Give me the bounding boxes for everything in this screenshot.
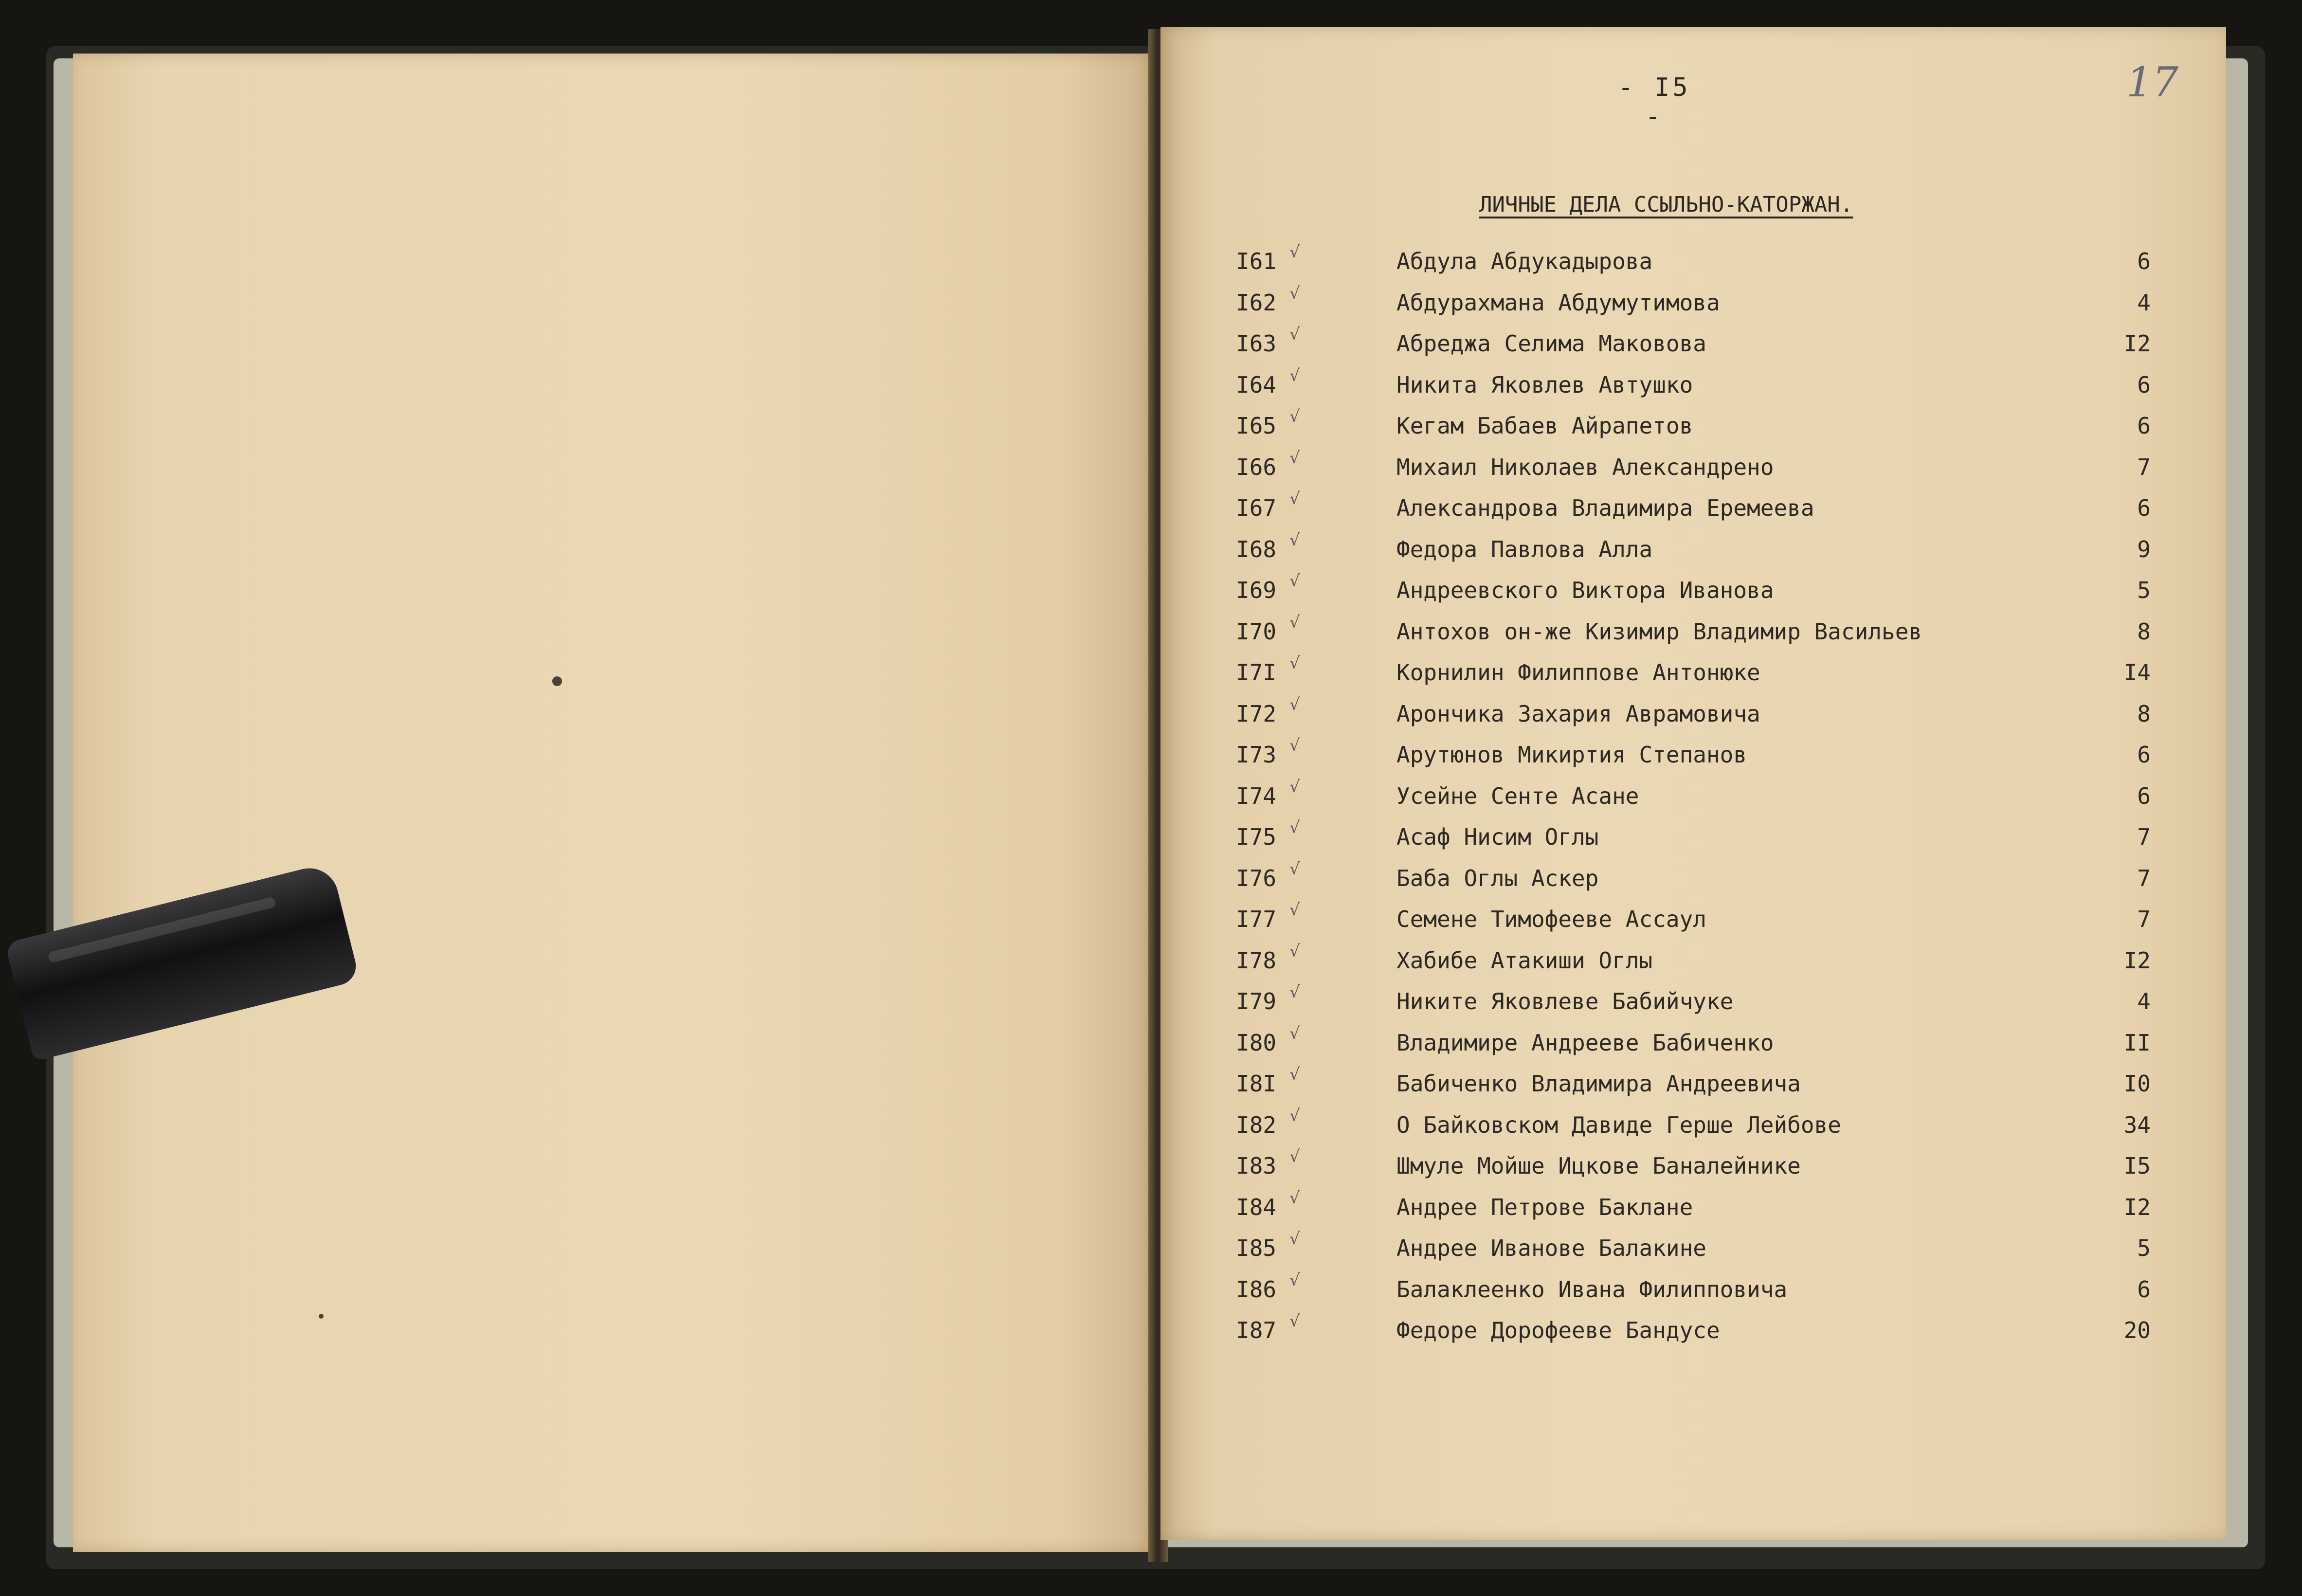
entry-name: Шмуле Мойше Ицкове Баналейнике: [1396, 1153, 1801, 1179]
entry-name: Асаф Нисим Оглы: [1396, 824, 1599, 850]
entry-sheet-count: 7: [2137, 453, 2151, 480]
entry-number: I69: [1236, 577, 1277, 603]
check-icon: √: [1289, 1270, 1300, 1290]
check-icon: √: [1289, 900, 1300, 920]
entry-number: I72: [1236, 700, 1277, 727]
entry-name: Абреджа Селима Маковова: [1396, 330, 1706, 357]
list-item: [1236, 818, 2151, 865]
list-item: [1236, 1106, 2151, 1153]
check-icon: √: [1289, 489, 1300, 508]
entry-number: I70: [1236, 618, 1277, 645]
entry-name: Арутюнов Микиртия Степанов: [1396, 742, 1747, 768]
entry-name: Антохов он-же Кизимир Владимир Васильев: [1396, 618, 1922, 645]
list-item: [1236, 1147, 2151, 1194]
check-icon: √: [1289, 1229, 1300, 1249]
entry-name: Усейне Сенте Асане: [1396, 782, 1639, 809]
entry-number: I76: [1236, 865, 1277, 891]
entry-number: I77: [1236, 906, 1277, 932]
entry-number: I63: [1236, 330, 1277, 357]
entry-name: Федоре Дорофееве Бандусе: [1396, 1317, 1720, 1343]
check-icon: √: [1289, 1065, 1300, 1084]
entry-name: Никита Яковлев Автушко: [1396, 371, 1693, 398]
check-icon: √: [1289, 694, 1300, 714]
check-icon: √: [1289, 982, 1300, 1002]
entry-name: Семене Тимофееве Ассаул: [1396, 906, 1706, 932]
list-item: [1236, 941, 2151, 989]
list-item: [1236, 530, 2151, 578]
folio-number-handwritten: 17: [2126, 58, 2178, 106]
list-item: [1236, 612, 2151, 660]
entry-sheet-count: I0: [2123, 1070, 2151, 1097]
entry-name: Абдула Абдукадырова: [1396, 248, 1653, 274]
entry-name: Корнилин Филиппове Антонюке: [1396, 659, 1760, 686]
entry-number: I64: [1236, 371, 1277, 398]
list-item: [1236, 1229, 2151, 1276]
check-icon: √: [1289, 1311, 1300, 1331]
entry-name: Хабибе Атакиши Оглы: [1396, 947, 1653, 974]
check-icon: √: [1289, 777, 1300, 797]
list-item: [1236, 489, 2151, 536]
list-item: [1236, 777, 2151, 824]
check-icon: √: [1289, 448, 1300, 468]
entry-number: I61: [1236, 248, 1277, 274]
entry-sheet-count: 6: [2137, 413, 2151, 439]
entry-name: Федора Павлова Алла: [1396, 536, 1653, 562]
entry-name: Никите Яковлеве Бабийчуке: [1396, 988, 1734, 1015]
entry-name: Андрее Иванове Балакине: [1396, 1235, 1706, 1261]
entry-sheet-count: 5: [2137, 577, 2151, 603]
entry-name: Абдурахмана Абдумутимова: [1396, 289, 1720, 316]
entry-sheet-count: 6: [2137, 1276, 2151, 1303]
list-item: [1236, 571, 2151, 618]
entry-number: I85: [1236, 1235, 1277, 1261]
check-icon: √: [1289, 283, 1300, 303]
entry-sheet-count: 6: [2137, 248, 2151, 274]
check-icon: √: [1289, 325, 1300, 344]
entry-sheet-count: 20: [2123, 1317, 2151, 1343]
entry-sheet-count: 8: [2137, 618, 2151, 645]
paper-speck: [552, 676, 562, 686]
check-icon: √: [1289, 818, 1300, 837]
entry-name: Владимире Андрееве Бабиченко: [1396, 1029, 1774, 1056]
list-item: [1236, 653, 2151, 701]
list-item: [1236, 1311, 2151, 1359]
entry-name: Баба Оглы Аскер: [1396, 865, 1599, 891]
entry-sheet-count: 6: [2137, 742, 2151, 768]
list-item: [1236, 736, 2151, 783]
check-icon: √: [1289, 612, 1300, 632]
entry-number: I84: [1236, 1194, 1277, 1220]
entry-name: Александрова Владимира Еремеева: [1396, 495, 1814, 521]
list-item: [1236, 1023, 2151, 1071]
entry-name: Арончика Захария Аврамовича: [1396, 700, 1760, 727]
list-item: [1236, 859, 2151, 907]
entry-number: I80: [1236, 1029, 1277, 1056]
entry-name: Кегам Бабаев Айрапетов: [1396, 413, 1693, 439]
check-icon: √: [1289, 736, 1300, 755]
entry-sheet-count: 6: [2137, 495, 2151, 521]
entry-sheet-count: 7: [2137, 824, 2151, 850]
check-icon: √: [1289, 941, 1300, 961]
list-item: [1236, 1065, 2151, 1112]
check-icon: √: [1289, 365, 1300, 385]
entry-name: Андреевского Виктора Иванова: [1396, 577, 1774, 603]
list-item: [1236, 1188, 2151, 1235]
check-icon: √: [1289, 1188, 1300, 1208]
entry-number: I62: [1236, 289, 1277, 316]
check-icon: √: [1289, 859, 1300, 879]
paper-speck: [319, 1314, 324, 1319]
entry-sheet-count: 34: [2123, 1111, 2151, 1138]
check-icon: √: [1289, 1023, 1300, 1043]
list-item: [1236, 1270, 2151, 1318]
entry-sheet-count: 6: [2137, 371, 2151, 398]
entry-sheet-count: I4: [2123, 659, 2151, 686]
check-icon: √: [1289, 653, 1300, 673]
entry-number: I83: [1236, 1153, 1277, 1179]
entry-name: Андрее Петрове Баклане: [1396, 1194, 1693, 1220]
check-icon: √: [1289, 1147, 1300, 1166]
check-icon: √: [1289, 1106, 1300, 1125]
entry-number: I73: [1236, 742, 1277, 768]
entry-number: I7I: [1236, 659, 1277, 686]
entry-number: I8I: [1236, 1070, 1277, 1097]
list-item: [1236, 325, 2151, 372]
entry-sheet-count: 7: [2137, 865, 2151, 891]
entry-number: I65: [1236, 413, 1277, 439]
entry-name: Бабиченко Владимира Андреевича: [1396, 1070, 1801, 1097]
entry-number: I74: [1236, 782, 1277, 809]
entry-number: I79: [1236, 988, 1277, 1015]
entry-number: I66: [1236, 453, 1277, 480]
list-item: [1236, 242, 2151, 290]
list-item: [1236, 365, 2151, 413]
check-icon: √: [1289, 242, 1300, 262]
left-page-blank: [73, 54, 1153, 1552]
entry-sheet-count: 9: [2137, 536, 2151, 562]
list-item: [1236, 900, 2151, 947]
list-item: [1236, 283, 2151, 331]
page-number: - I5 -: [1618, 73, 1691, 131]
entry-sheet-count: II: [2123, 1029, 2151, 1056]
entry-name: О Байковском Давиде Герше Лейбове: [1396, 1111, 1841, 1138]
entry-number: I86: [1236, 1276, 1277, 1303]
list-item: [1236, 407, 2151, 454]
entry-sheet-count: I5: [2123, 1153, 2151, 1179]
entry-sheet-count: 4: [2137, 988, 2151, 1015]
entry-sheet-count: I2: [2123, 330, 2151, 357]
entry-number: I78: [1236, 947, 1277, 974]
list-item: [1236, 448, 2151, 495]
entry-number: I87: [1236, 1317, 1277, 1343]
entry-name: Балаклеенко Ивана Филипповича: [1396, 1276, 1788, 1303]
entry-name: Михаил Николаев Александрено: [1396, 453, 1774, 480]
entry-number: I68: [1236, 536, 1277, 562]
entry-sheet-count: I2: [2123, 947, 2151, 974]
list-item: [1236, 694, 2151, 742]
check-icon: √: [1289, 530, 1300, 550]
entry-sheet-count: 5: [2137, 1235, 2151, 1261]
entry-number: I82: [1236, 1111, 1277, 1138]
entry-sheet-count: 6: [2137, 782, 2151, 809]
entry-sheet-count: I2: [2123, 1194, 2151, 1220]
entries-list: [1236, 242, 2151, 1359]
entry-number: I75: [1236, 824, 1277, 850]
list-item: [1236, 982, 2151, 1030]
check-icon: √: [1289, 407, 1300, 426]
check-icon: √: [1289, 571, 1300, 591]
entry-sheet-count: 7: [2137, 906, 2151, 932]
entry-sheet-count: 8: [2137, 700, 2151, 727]
document-heading: ЛИЧНЫЕ ДЕЛА ССЫЛЬНО-КАТОРЖАН.: [1479, 192, 1853, 217]
entry-sheet-count: 4: [2137, 289, 2151, 316]
entry-number: I67: [1236, 495, 1277, 521]
